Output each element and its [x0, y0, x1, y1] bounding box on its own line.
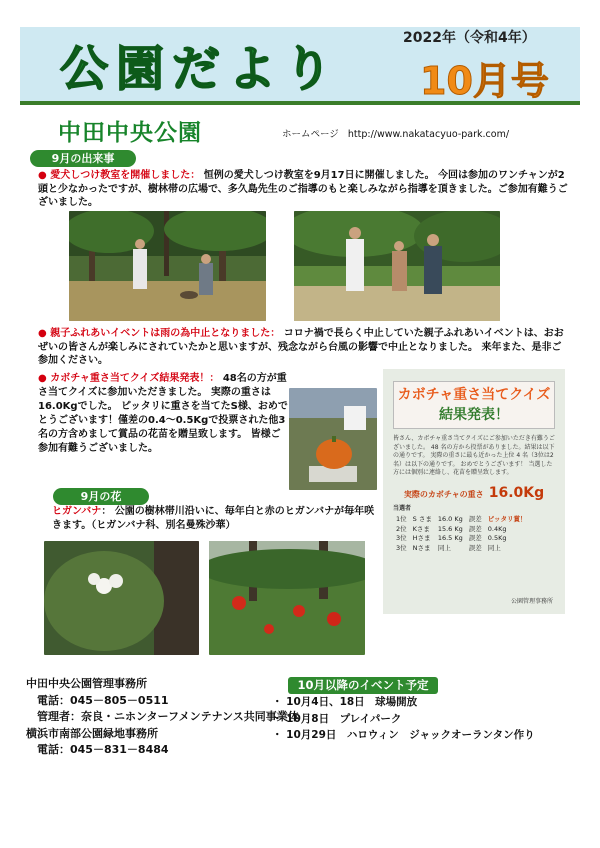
table-cell-diff: 誤差: [468, 534, 482, 542]
contact-block: [26, 676, 299, 759]
bullet-icon: ●: [38, 328, 47, 339]
photo-white-higanbana: [44, 541, 199, 655]
event-title: 愛犬しつけ教室を開催しました：: [50, 170, 201, 181]
photo-dog-class-1: [69, 211, 266, 321]
poster-winners-label: 当選者: [393, 504, 412, 512]
table-cell-rank: 3位: [396, 543, 407, 552]
events-heading: 9月の出来事: [30, 150, 136, 167]
list-item: ・ 10月29日 ハロウィン ジャックオーランタン作り: [272, 729, 535, 741]
contact-phone2: 電話：045－831－8484: [37, 743, 169, 756]
list-item: ・ 10月8日 プレイパーク: [272, 712, 402, 725]
issue-label: 10月号: [420, 59, 549, 103]
table-cell-value: 15.6 Kg: [437, 524, 463, 533]
poster-title-line2: 結果発表！: [439, 407, 509, 423]
photo-dog-class-2: [294, 211, 500, 321]
newsletter-title: 公園だより: [60, 41, 341, 97]
table-cell-diff: 誤差: [468, 515, 482, 523]
event-body: 48名の方が重さ当てクイズに参加いただきました。 実際の重さは16.0Kgでした。 ピッタリに重さを当てたS様、おめでとうございます！僅差の0.4～0.5Kgで投票された他3名の方含めまして賞品の花苗を贈呈致します。 皆様ご参加有難うございました。: [38, 373, 288, 454]
homepage-line: [282, 126, 509, 140]
contact-phone1: 電話：045－805－0511: [37, 693, 169, 707]
table-cell-name: S さま: [412, 515, 432, 523]
poster-intro: 皆さん、カボチャ重さ当てクイズにご参加いただき有難うございました。 48 名の方から投票がありました。結果は以下の通りです。 実際の重さに最も近かった上位 4 名（3位は2名）は以下の通りです。 おめでとうございます！ 当選した方には個別に連絡し、花苗を贈呈致します。: [393, 435, 555, 476]
table-cell-rank: 1位: [396, 515, 407, 523]
poster-actual-label: 実際のカボチャの重さ: [403, 489, 484, 499]
bullet-icon: ●: [38, 170, 47, 181]
table-cell-name: Hさま: [412, 534, 431, 542]
event-item-pumpkin-quiz: [38, 372, 288, 456]
event-item-dog-class: [38, 169, 568, 210]
park-name: 中田中央公園: [58, 120, 202, 146]
flower-name: ヒガンバナ: [52, 506, 102, 517]
table-cell-rank: 3位: [396, 534, 407, 542]
table-cell-note: ピッタリ賞！: [487, 515, 527, 523]
table-cell-note: 同上: [487, 543, 501, 552]
poster-actual-value: 16.0Kg: [488, 484, 545, 501]
contact-office: 中田中央公園管理事務所: [26, 677, 147, 690]
flower-description: ヒガンバナ： 公園の樹林帯川沿いに、毎年白と赤のヒガンバナが毎年咲きます。（ヒガンバナ科、別名曼殊沙華）: [52, 506, 375, 531]
flower-body: 公園の樹林帯川沿いに、毎年白と赤のヒガンバナが毎年咲きます。（ヒガンバナ科、別名曼殊沙華）: [52, 506, 375, 531]
table-cell-rank: 2位: [396, 524, 407, 533]
table-cell-value: 16.0 Kg: [437, 515, 463, 523]
table-cell-name: Nさま: [412, 543, 431, 552]
table-cell-note: 0.5Kg: [487, 534, 507, 542]
photo-pumpkin: [289, 388, 377, 490]
homepage-url[interactable]: http://www.nakatacyuo-park.com/: [347, 129, 510, 140]
contact-manager: 管理者：奈良・ニホンターフメンテナンス共同事業体: [37, 710, 299, 723]
table-cell-diff: 誤差: [468, 524, 482, 533]
event-title: 親子ふれあいイベントは雨の為中止となりました：: [50, 328, 281, 339]
bullet-icon: ●: [38, 373, 47, 384]
homepage-label: ホームページ: [282, 129, 339, 140]
table-row: [393, 525, 530, 535]
table-cell-name: Kさま: [412, 524, 430, 533]
poster-title-box: [393, 381, 555, 429]
table-row: [393, 515, 530, 525]
table-row: [393, 544, 530, 554]
poster-winners-table: [393, 515, 530, 553]
table-row: [393, 534, 530, 544]
upcoming-list: [272, 694, 535, 744]
event-body: コロナ禍で長らく中止していた親子ふれあいイベントは、おおぜいの皆さんが楽しみにされていたかと思いますが、残念ながら台風の影響で中止となりました。 来年また、是非ご参加ください。: [38, 328, 564, 366]
poster-footer: 公園管理事務所: [510, 597, 553, 605]
contact-office2: 横浜市南部公園緑地事務所: [26, 726, 158, 740]
photo-red-higanbana: [209, 541, 365, 655]
year-label: 2022年（令和4年）: [403, 30, 536, 46]
table-cell-value: 同上: [437, 543, 451, 552]
event-item-family-event: [38, 327, 568, 368]
flower-heading: 9月の花: [53, 488, 149, 505]
list-item: ・ 10月4日、18日 球場開放: [272, 696, 418, 708]
table-cell-note: 0.4Kg: [487, 524, 507, 533]
table-cell-diff: 誤差: [468, 543, 482, 552]
event-body: 恒例の愛犬しつけ教室を9月17日に開催しました。 今回は参加のワンチャンが2頭と少なかったですが、樹林帯の広場で、多久島先生のご指導のもと楽しみながら指導を頂きました。ご参加有難うございました。: [38, 170, 568, 208]
table-cell-value: 16.5 Kg: [437, 534, 463, 542]
upcoming-heading: 10月以降のイベント予定: [288, 677, 438, 694]
pumpkin-quiz-poster: [383, 369, 565, 614]
poster-actual-weight: [393, 482, 555, 501]
event-title: カボチャ重さ当てクイズ結果発表！：: [50, 373, 220, 384]
poster-title-line1: カボチャ重さ当てクイズ: [397, 387, 551, 403]
